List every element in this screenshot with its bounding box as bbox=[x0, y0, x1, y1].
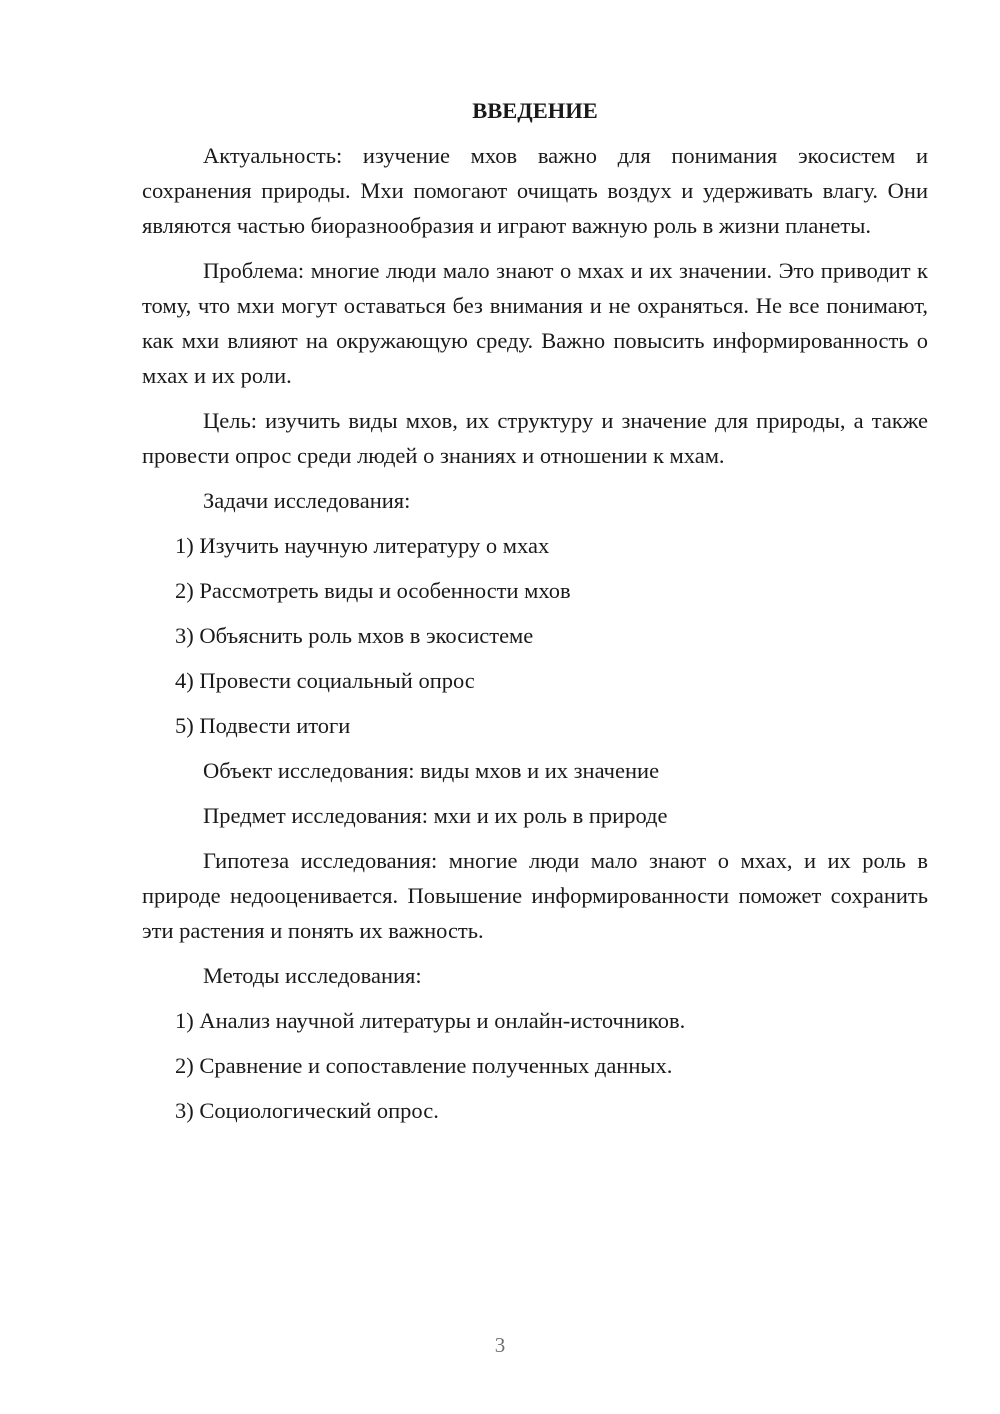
relevance-paragraph: Актуальность: изучение мхов важно для понимания экосистем и сохранения природы. Мхи помогают очищать воздух и удерживать влагу. Они являются частью биоразнообразия и играют важную роль в жизни планеты. bbox=[142, 143, 928, 238]
task-item: 2) Рассмотреть виды и особенности мхов bbox=[175, 578, 571, 603]
method-item: 2) Сравнение и сопоставление полученных данных. bbox=[175, 1053, 673, 1078]
research-object: Объект исследования: виды мхов и их значение bbox=[203, 758, 660, 783]
methods-list bbox=[142, 1003, 928, 1128]
methods-heading: Методы исследования: bbox=[203, 963, 422, 988]
task-item: 4) Провести социальный опрос bbox=[175, 668, 475, 693]
problem-paragraph: Проблема: многие люди мало знают о мхах и их значении. Это приводит к тому, что мхи могут оставаться без внимания и не охраняться. Не все понимают, как мхи влияют на окружающую среду. Важно повысить информированность о мхах и их роли. bbox=[142, 258, 928, 388]
research-subject: Предмет исследования: мхи и их роль в природе bbox=[203, 803, 668, 828]
page-number: 3 bbox=[494, 1333, 506, 1357]
tasks-list bbox=[142, 528, 928, 743]
task-item: 5) Подвести итоги bbox=[175, 713, 351, 738]
task-item: 1) Изучить научную литературу о мхах bbox=[175, 533, 550, 558]
task-item: 3) Объяснить роль мхов в экосистеме bbox=[175, 623, 534, 648]
method-item: 3) Социологический опрос. bbox=[175, 1098, 439, 1123]
document-page bbox=[142, 96, 928, 1138]
tasks-heading: Задачи исследования: bbox=[203, 488, 411, 513]
method-item: 1) Анализ научной литературы и онлайн-источников. bbox=[175, 1008, 686, 1033]
goal-paragraph: Цель: изучить виды мхов, их структуру и значение для природы, а также провести опрос среди людей о знаниях и отношении к мхам. bbox=[142, 408, 928, 468]
section-title: ВВЕДЕНИЕ bbox=[472, 98, 598, 123]
hypothesis-paragraph: Гипотеза исследования: многие люди мало знают о мхах, и их роль в природе недооценивается. Повышение информированности поможет сохранить эти растения и понять их важность. bbox=[142, 848, 928, 943]
